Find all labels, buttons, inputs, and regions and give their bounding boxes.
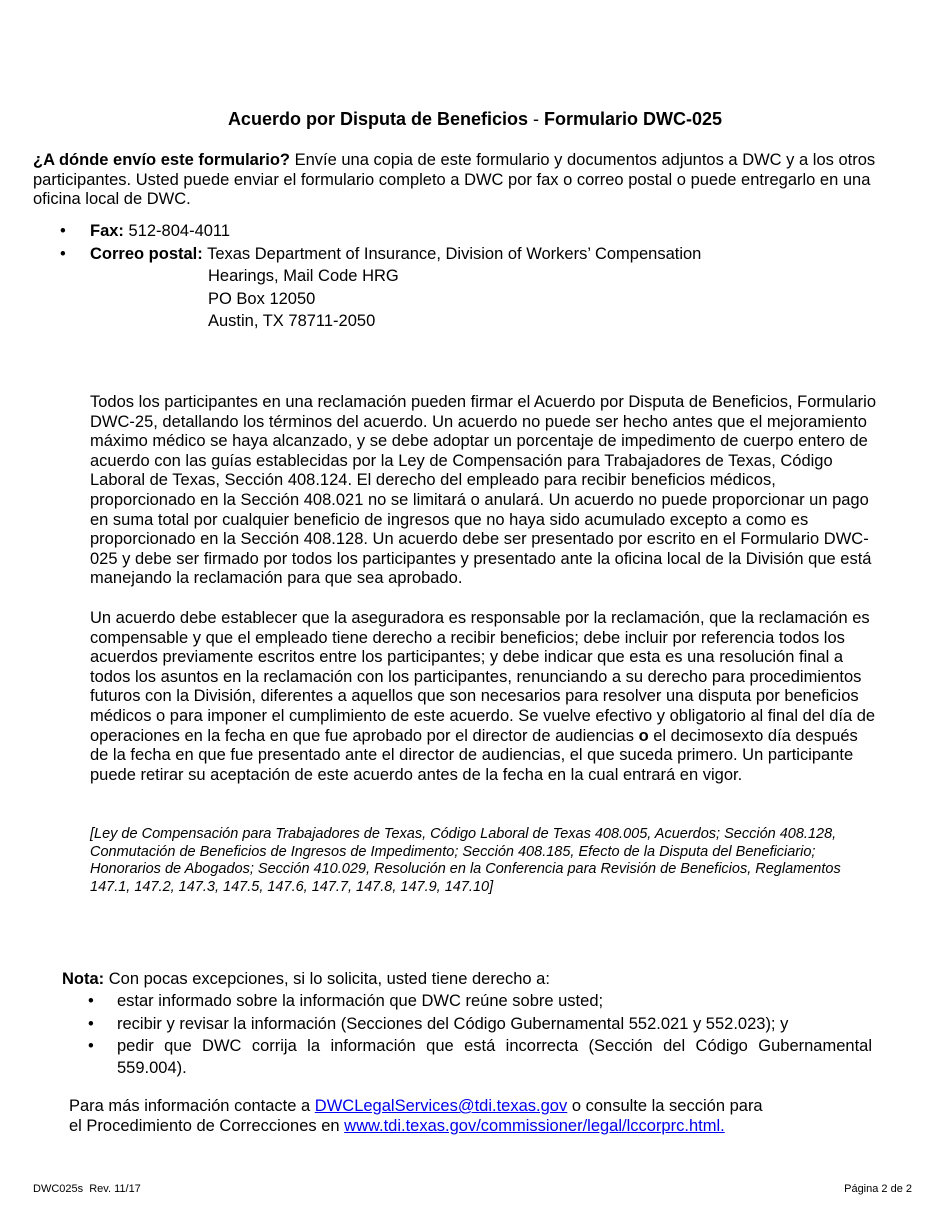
fax-number: 512-804-4011 (128, 222, 231, 240)
title-form: Formulario DWC-025 (544, 109, 723, 129)
agreement-paragraph-2 (90, 609, 880, 785)
note-list-item (62, 1014, 872, 1036)
note-item-text: estar informado sobre la información que DWC reúne sobre usted; (117, 992, 604, 1010)
bullet-icon: • (60, 244, 66, 263)
mail-address-line-4: Austin, TX 78711-2050 (208, 312, 376, 330)
bullet-icon: • (88, 1037, 94, 1055)
mail-label: Correo postal: (90, 244, 203, 263)
mail-item (60, 243, 910, 266)
intro-text: Envíe una copia de este formulario y documentos adjuntos a DWC y a los otros participantes. Usted puede enviar el formulario completo a DWC por fax o correo postal o puede entregarlo en una oficina local de DWC. (33, 151, 876, 209)
bullet-icon: • (60, 222, 66, 240)
agreement-paragraph-1: Todos los participantes en una reclamación pueden firmar el Acuerdo por Disputa de Beneficios, Formulario DWC-25, detallando los términos del acuerdo. Un acuerdo no puede ser hecho antes que el mejoramiento máximo médico se haya alcanzado, y se debe adoptar un porcentaje de impedimento de cuerpo entero de acuerdo con las guías establecidas por la Ley de Compensación para Trabajadores de Texas, Código Laboral de Texas, Sección 408.124. El derecho del empleado para recibir beneficios médicos, proporcionado en la Sección 408.021 no se limitará o anulará. Un acuerdo no puede proporcionar un pago en suma total por cualquier beneficio de ingresos que no haya sido acumulado excepto a como es proporcionado en la Sección 408.128. Un acuerdo debe ser presentado por escrito en el Formulario DWC-025 y debe ser firmado por todos los participantes y presentado ante la oficina local de la División que está manejando la reclamación para que sea aprobado. (90, 393, 877, 588)
mail-address-line-3: PO Box 12050 (208, 289, 316, 308)
note-list-item (62, 991, 872, 1013)
note-item-text: recibir y revisar la información (Secciones del Código Gubernamental 552.021 y 552.023); y (117, 1014, 789, 1033)
privacy-note (62, 969, 872, 1080)
contact-line-2 (69, 1116, 869, 1136)
form-revision-id: DWC025s Rev. 11/17 (33, 1183, 141, 1195)
title-main: Acuerdo por Disputa de Beneficios (227, 109, 528, 129)
note-item-text: pedir que DWC corrija la información que está incorrecta (Sección del Código Gubernamental 559.004). (117, 1037, 872, 1077)
submission-methods-list (60, 220, 910, 333)
contact-text-2: o consulte la sección para (571, 1097, 763, 1115)
intro-question: ¿A dónde envío este formulario? (33, 151, 290, 169)
email-link[interactable]: DWCLegalServices@tdi.texas.gov (314, 1097, 568, 1115)
corrections-url-link[interactable]: www.tdi.texas.gov/commissioner/legal/lccorprc.html. (344, 1117, 725, 1135)
legal-references: [Ley de Compensación para Trabajadores de Texas, Código Laboral de Texas 408.005, Acuerdos; Sección 408.128, Conmutación de Beneficios de Ingresos de Impedimento; Sección 408.185, Efecto de la Disputa del Beneficiario; Honorarios de Abogados; Sección 410.029, Resolución en la Conferencia para Revisión de Beneficios, Reglamentos 147.1, 147.2, 147.3, 147.5, 147.6, 147.7, 147.8, 147.9, 147.10] (90, 826, 841, 896)
paragraph-2-bold-word: o (638, 726, 649, 745)
contact-line-1 (69, 1096, 869, 1116)
page-number: Página 2 de 2 (844, 1183, 912, 1195)
mail-address-line-2: Hearings, Mail Code HRG (208, 267, 399, 285)
intro-paragraph (33, 151, 913, 210)
note-text: Con pocas excepciones, si lo solicita, usted tiene derecho a: (108, 970, 550, 988)
contact-text-3: el Procedimiento de Correcciones en (69, 1117, 340, 1135)
fax-item (60, 220, 910, 243)
bullet-icon: • (88, 1014, 94, 1033)
note-heading (62, 969, 872, 989)
fax-label: Fax: (90, 222, 124, 240)
paragraph-2-text-before: Un acuerdo debe establecer que la aseguradora es responsable por la reclamación, que la reclamación es compensable y que el empleado tiene derecho a recibir beneficios; debe incluir por referencia todos los acuerdos previamente escritos entre los participantes; y debe indicar que esta es una resolución final a todos los asuntos en la reclamación con los participantes, renunciando a su derecho para procedimientos futuros con la División, diferentes a aquellos que son necesarios para resolver una disputa por beneficios médicos o para imponer el cumplimiento de este acuerdo. Se vuelve efectivo y obligatorio al final del día de operaciones en la fecha en que fue aprobado por el director de audiencias (90, 609, 876, 745)
note-label: Nota: (62, 970, 105, 988)
mail-address-line-1: Texas Department of Insurance, Division of Workers’ Compensation (207, 244, 702, 263)
bullet-icon: • (88, 992, 94, 1010)
paragraph-2-text-after: el decimosexto día después de la fecha en que fue presentado ante el director de audiencias, el que suceda primero. Un participante puede retirar su aceptación de este acuerdo antes de la fecha en la cual entrará en vigor. (90, 726, 858, 784)
title-separator: - (533, 109, 540, 129)
page-title (0, 108, 950, 130)
contact-text-1: Para más información contacte a (69, 1097, 311, 1115)
note-list-item (62, 1036, 872, 1079)
contact-info (69, 1096, 869, 1136)
note-list (62, 991, 872, 1079)
